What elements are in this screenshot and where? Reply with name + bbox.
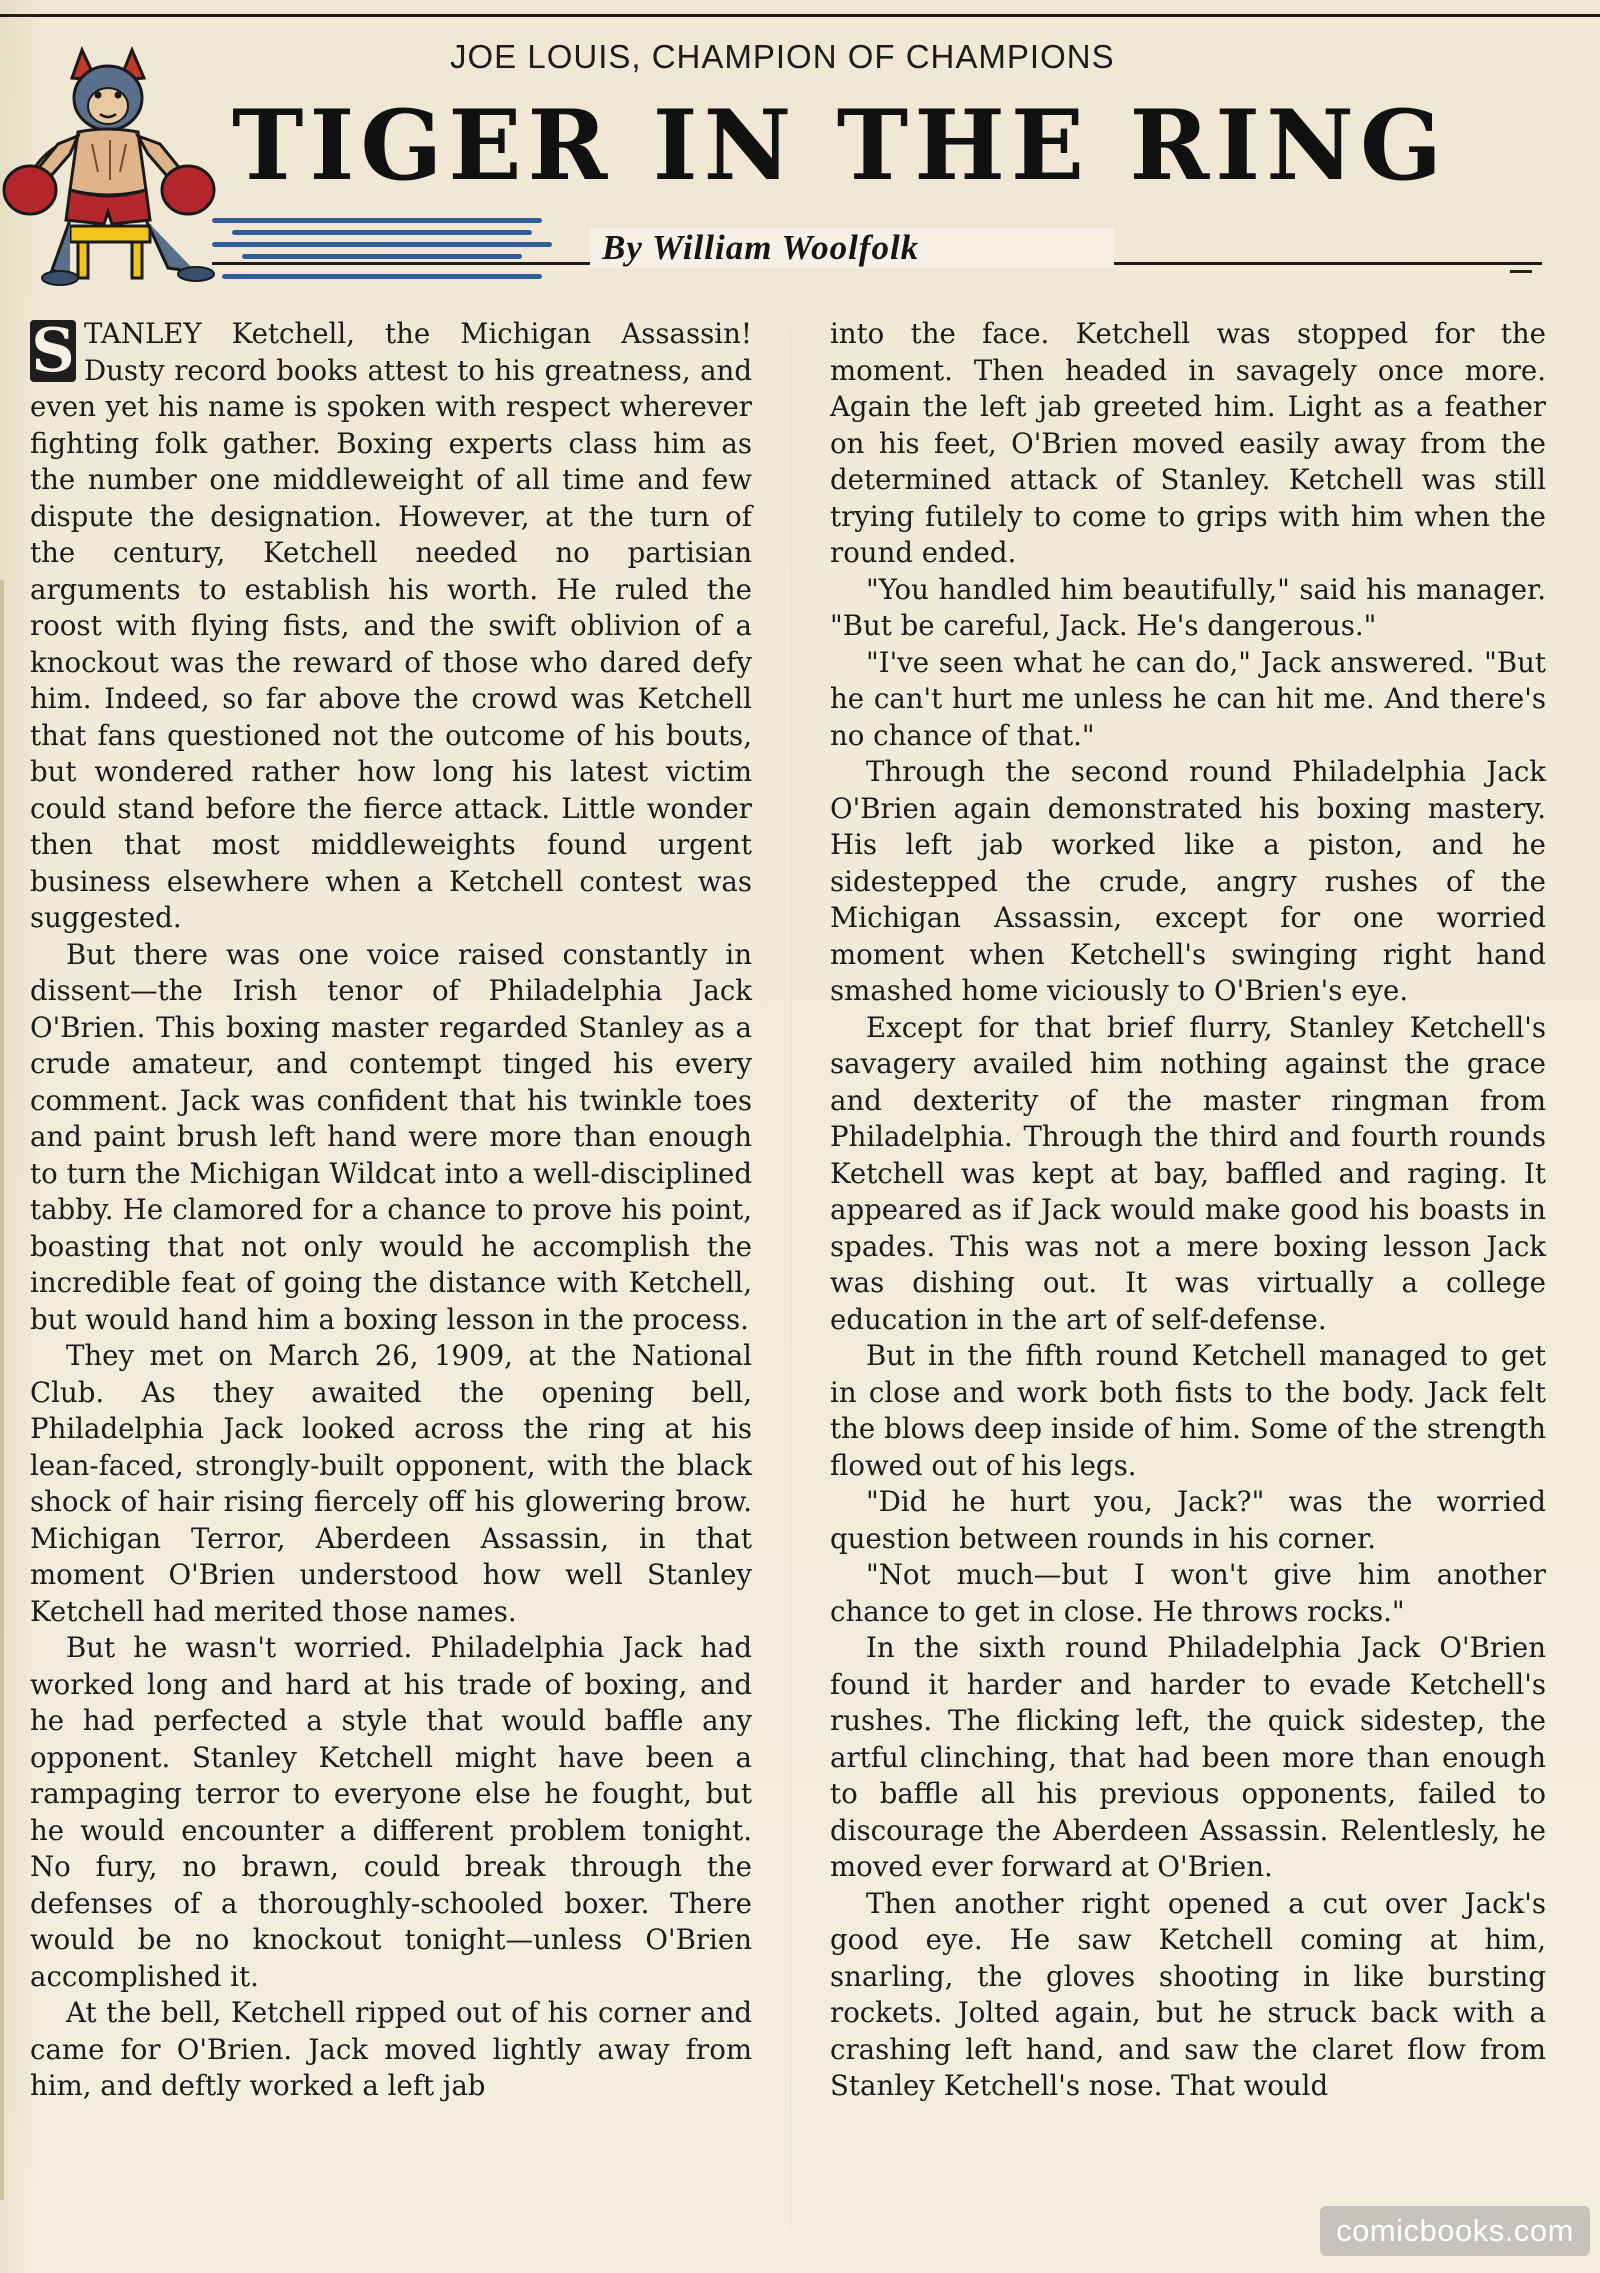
- paragraph: into the face. Ketchell was stopped for the moment. Then headed in savagely once more. Again the left jab greeted him. Light as a feather on his feet, O'Brien moved easily away from the determined attack of Stanley. Ketchell was still trying futilely to come to grips with him when the round ended.: [830, 317, 1546, 569]
- site-watermark: comicbooks.com: [1320, 2206, 1590, 2256]
- series-kicker: JOE LOUIS, CHAMPION OF CHAMPIONS: [450, 38, 1115, 75]
- paragraph: At the bell, Ketchell ripped out of his corner and came for O'Brien. Jack moved lightly away from him, and deftly worked a left jab: [30, 1996, 752, 2102]
- paragraph: "Did he hurt you, Jack?" was the worried question between rounds in his corner.: [830, 1485, 1546, 1555]
- paragraph: Except for that brief flurry, Stanley Ketchell's savagery availed him nothing against the grace and dexterity of the master ringman from Philadelphia. Through the third and fourth rounds Ketchell was kept at bay, baffled and raging. It appeared as if Jack would make good his boasts in spades. This was not a mere boxing lesson Jack was dishing out. It was virtually a college education in the art of self-defense.: [830, 1010, 1546, 1336]
- paragraph: But in the fifth round Ketchell managed to get in close and work both fists to the body. Jack felt the blows deep inside of him. Some of the strength flowed out of his legs.: [830, 1339, 1546, 1482]
- page-edge-wear: [0, 580, 4, 2200]
- byline-tick: [1510, 270, 1532, 273]
- right-column: [830, 316, 1546, 2105]
- paragraph: "I've seen what he can do," Jack answered. "But he can't hurt me unless he can hit me. And there's no chance of that.": [830, 645, 1546, 752]
- paragraph: Through the second round Philadelphia Jack O'Brien again demonstrated his boxing mastery. His left jab worked like a piston, and he sidestepped the crude, angry rushes of the Michigan Assassin, except for one worried moment when Ketchell's swinging right hand smashed home viciously to O'Brien's eye.: [830, 755, 1546, 1007]
- decorative-stripes: [212, 212, 572, 292]
- paragraph: But he wasn't worried. Philadelphia Jack had worked long and hard at his trade of boxing, and he had perfected a style that would baffle any opponent. Stanley Ketchell might have been a rampaging terror to everyone else he fought, but he would encounter a different problem tonight. No fury, no brawn, could break through the defenses of a thoroughly-schooled boxer. There would be no knockout tonight—unless O'Brien accomplished it.: [30, 1631, 752, 1993]
- paragraph: They met on March 26, 1909, at the National Club. As they awaited the opening bell, Philadelphia Jack looked across the ring at his lean-faced, strongly-built opponent, with the black shock of hair rising fiercely off his glowering brow. Michigan Terror, Aberdeen Assassin, in that moment O'Brien understood how well Stanley Ketchell had merited those names.: [30, 1339, 752, 1628]
- left-column: [30, 316, 752, 2105]
- drop-cap: S: [31, 316, 75, 386]
- column-gutter: [790, 330, 791, 2230]
- paragraph: In the sixth round Philadelphia Jack O'Brien found it harder and harder to evade Ketchell's rushes. The flicking left, the quick sidestep, the artful clinching, that had been more than enough to baffle all his previous opponents, failed to discourage the Aberdeen Assassin. Relentlesly, he moved ever forward at O'Brien.: [830, 1631, 1546, 1883]
- paragraph: "You handled him beautifully," said his manager. "But be careful, Jack. He's dangerous.": [830, 572, 1546, 642]
- paragraph: But there was one voice raised constantly in dissent—the Irish tenor of Philadelphia Jack O'Brien. This boxing master regarded Stanley as a crude amateur, and contempt tinged his every comment. Jack was confident that his twinkle toes and paint brush left hand were more than enough to turn the Michigan Wildcat into a well-disciplined tabby. He clamored for a chance to prove his point, boasting that not only would he accomplish the incredible feat of going the distance with Ketchell, but would hand him a boxing lesson in the process.: [30, 937, 752, 1336]
- article-title: TIGER IN THE RING: [232, 89, 1448, 202]
- paragraph: S TANLEY Ketchell, the Michigan Assassin! Dusty record books attest to his greatness, and even yet his name is spoken with respect wherever fighting folk gather. Boxing experts class him as the number one middleweight of all time and few dispute the designation. However, at the turn of the century, Ketchell needed no partisian arguments to establish his worth. He ruled the roost with flying fists, and the swift oblivion of a knockout was the reward of those who dared defy him. Indeed, so far above the crowd was Ketchell that fans questioned not the outcome of his bouts, but wondered rather how long his latest victim could stand before the fierce attack. Little wonder then that most middleweights found urgent business elsewhere when a Ketchell contest was suggested.: [30, 316, 752, 934]
- author-byline: By William Woolfolk: [590, 228, 1114, 268]
- article-header: [0, 0, 1600, 300]
- paragraph: "Not much—but I won't give him another chance to get in close. He throws rocks.": [830, 1558, 1546, 1628]
- paragraph: Then another right opened a cut over Jack's good eye. He saw Ketchell coming at him, snarling, the gloves shooting in like bursting rockets. Jolted again, but he struck back with a crashing left hand, and saw the claret flow from Stanley Ketchell's nose. That would: [830, 1886, 1546, 2102]
